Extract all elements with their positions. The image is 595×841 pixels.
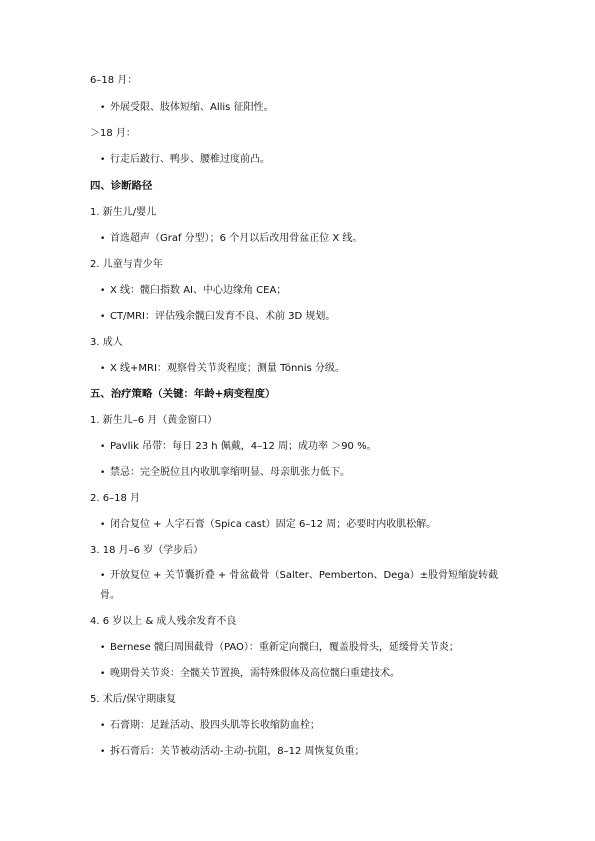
bullet-text: CT/MRI：评估残余髋臼发育不良、术前 3D 规划。	[110, 311, 336, 322]
bullet-text: X 线：髋臼指数 AI、中心边缘角 CEA；	[110, 285, 287, 296]
section-heading: 四、诊断路径	[90, 180, 153, 192]
bullet-dot-icon: •	[100, 643, 106, 653]
bullet-text: 石膏期：足趾活动、股四头肌等长收缩防血栓；	[110, 720, 320, 731]
bullet-item	[0, 667, 595, 681]
bullet-dot-icon: •	[100, 468, 106, 478]
bullet-item	[0, 518, 595, 532]
text-line: 5. 术后/保守期康复	[90, 694, 177, 705]
text-line: 1. 新生儿–6 月（黄金窗口）	[90, 415, 218, 426]
bullet-text: 拆石膏后：关节被动活动-主动-抗阻，8–12 周恢复负重；	[110, 746, 365, 757]
bullet-text: 闭合复位 + 人字石膏（Spica cast）固定 6–12 周；必要时内收肌松解。	[110, 519, 437, 530]
text-line: 3. 成人	[90, 337, 123, 348]
bullet-item	[0, 153, 595, 167]
text-line: 1. 新生儿/婴儿	[90, 207, 157, 218]
bullet-dot-icon: •	[100, 155, 106, 165]
bullet-dot-icon: •	[100, 312, 106, 322]
bullet-text: Pavlik 吊带：每日 23 h 佩戴，4–12 周；成功率 ＞90 %。	[110, 441, 377, 452]
text-line: ＞18 月：	[90, 128, 136, 139]
bullet-dot-icon: •	[100, 571, 106, 581]
text-line: 3. 18 月–6 岁（学步后）	[90, 545, 204, 556]
bullet-text: 首选超声（Graf 分型）；6 个月以后改用骨盆正位 X 线。	[110, 233, 363, 244]
bullet-dot-icon: •	[100, 286, 106, 296]
bullet-item	[0, 745, 595, 759]
bullet-text: Bernese 髋臼周围截骨（PAO）：重新定向髋臼，覆盖股骨头，延缓骨关节炎；	[110, 642, 459, 653]
bullet-dot-icon: •	[100, 442, 106, 452]
bullet-dot-icon: •	[100, 103, 106, 113]
bullet-dot-icon: •	[100, 747, 106, 757]
bullet-text: X 线+MRI：观察骨关节炎程度；测量 Tönnis 分级。	[110, 363, 345, 374]
bullet-item	[0, 101, 595, 115]
bullet-item	[0, 641, 595, 655]
bullet-dot-icon: •	[100, 520, 106, 530]
bullet-dot-icon: •	[100, 364, 106, 374]
text-line: 2. 6–18 月	[90, 493, 140, 504]
bullet-item	[0, 232, 595, 246]
bullet-item	[0, 440, 595, 454]
bullet-dot-icon: •	[100, 669, 106, 679]
bullet-item	[0, 362, 595, 376]
bullet-text: 开放复位 + 关节囊折叠 + 骨盆截骨（Salter、Pemberton、Dega）±股骨短缩旋转截骨。	[100, 570, 499, 601]
section-heading: 五、治疗策略（关键：年龄+病变程度）	[90, 388, 276, 400]
bullet-text: 行走后跛行、鸭步、腰椎过度前凸。	[110, 154, 270, 165]
bullet-text: 晚期骨关节炎：全髋关节置换，需特殊假体及高位髋臼重建技术。	[110, 668, 400, 679]
bullet-item	[0, 310, 595, 324]
bullet-item	[0, 719, 595, 733]
bullet-item	[0, 284, 595, 298]
bullet-dot-icon: •	[100, 234, 106, 244]
bullet-text: 禁忌：完全脱位且内收肌挛缩明显、母亲肌张力低下。	[110, 467, 350, 478]
text-line: 6–18 月：	[90, 75, 138, 86]
bullet-item	[0, 466, 595, 480]
text-line: 4. 6 岁以上 & 成人残余发育不良	[90, 616, 237, 627]
bullet-dot-icon: •	[100, 721, 106, 731]
text-line: 2. 儿童与青少年	[90, 259, 163, 270]
bullet-text: 外展受限、肢体短缩、Allis 征阳性。	[110, 102, 274, 113]
bullet-item	[0, 566, 510, 605]
